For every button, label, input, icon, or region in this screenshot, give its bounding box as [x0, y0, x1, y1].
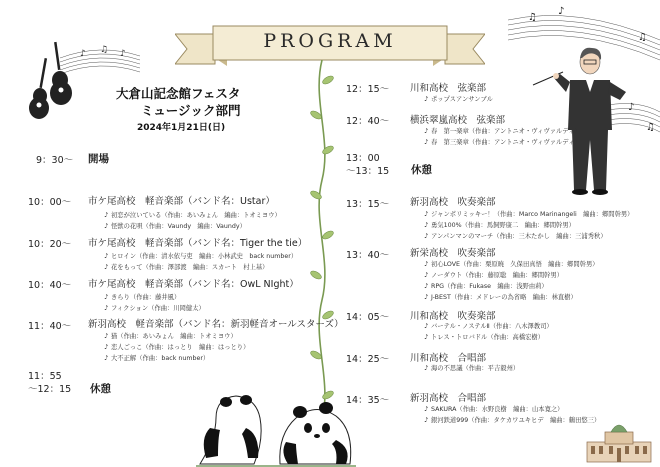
note-icon: ♪: [424, 260, 429, 268]
time-r5: 14：05～: [346, 312, 390, 323]
event-subtitle: ミュージック部門: [141, 103, 241, 118]
note-icon: ♪: [424, 127, 429, 135]
song-item: ♪ トレス・トロバドル（作曲：高橋宏樹）: [424, 333, 545, 341]
note-icon: ♪: [424, 322, 429, 330]
time-r1: 12：40～: [346, 116, 390, 127]
act-r2: 休憩: [411, 164, 432, 176]
note-icon: ♪: [424, 364, 429, 372]
song-item: ♪ 大不正解（作曲：back number）: [104, 354, 210, 362]
song-item: ♪ 銀河鉄道999（作曲：タケカワユキヒデ 編曲：鶴田悠三）: [424, 416, 601, 424]
pandas-illustration: [196, 378, 356, 467]
note-icon: ♪: [104, 252, 109, 260]
note-icon: ♪: [104, 304, 109, 312]
song-item: ♪ バーテル・ノステルⅡ（作曲：八木澤教司）: [424, 322, 553, 330]
song-item: ♪ フィクション（作曲：川岡健太）: [104, 304, 205, 312]
act-3: 市ケ尾高校 軽音楽部（バンド名：OwL NIght）: [88, 279, 299, 290]
svg-text:♫: ♫: [646, 122, 655, 133]
guitars-illustration: [20, 38, 140, 120]
time-r0: 12：15～: [346, 84, 390, 95]
song-item: ♪ ポップスアンサンブル: [424, 95, 493, 103]
time-4: 11：40～: [28, 321, 72, 332]
act-5: 休憩: [90, 383, 111, 395]
note-icon: ♪: [424, 333, 429, 341]
note-icon: ♪: [104, 332, 109, 340]
song-item: ♪ RPG（作曲：Fukase 編曲：浅野由莉）: [424, 282, 548, 290]
act-0: 開場: [88, 153, 109, 165]
song-item: ♪ 花をもって（作曲：澤部渡 編曲：スカート 村上基）: [104, 263, 269, 271]
song-item: ♪ 恋人ごっこ（作曲：はっとり 編曲：はっとり）: [104, 343, 250, 351]
time-r3: 13：15～: [346, 199, 390, 210]
svg-text:♫: ♫: [528, 12, 537, 23]
song-item: ♪ 初心LOVE（作曲：栗原暁 久保田真悟 編曲：郷間幹男）: [424, 260, 599, 268]
act-r5: 川和高校 吹奏楽部: [410, 311, 496, 322]
song-item: ♪ 初恋が泣いている（作曲：あいみょん 編曲：トオミヨウ）: [104, 211, 281, 219]
note-icon: ♪: [424, 271, 429, 279]
note-icon: ♪: [424, 210, 429, 218]
note-icon: ♪: [104, 293, 109, 301]
note-icon: ♪: [104, 343, 109, 351]
svg-text:♪: ♪: [628, 102, 635, 113]
song-item: ♪ 怪獣の花唄（作曲：Vaundy 編曲：Vaundy）: [104, 222, 246, 230]
building-illustration: [583, 418, 655, 464]
song-item: ♪ J-BEST（作曲：メドレーの為省略 編曲：林直樹）: [424, 293, 577, 301]
svg-text:♪: ♪: [120, 49, 126, 59]
time-r6: 14：25～: [346, 354, 390, 365]
event-date: 2024年1月21日(日): [137, 123, 226, 133]
note-icon: ♪: [424, 232, 429, 240]
svg-text:♫: ♫: [100, 45, 109, 55]
note-icon: ♪: [424, 282, 429, 290]
time-r2: 13：00 ～13：15: [346, 153, 390, 177]
note-icon: ♪: [424, 95, 429, 103]
note-icon: ♪: [424, 221, 429, 229]
event-name: 大倉山記念館フェスタ: [116, 86, 241, 101]
song-item: ♪ 海の不思議（作曲：平吉毅州）: [424, 364, 520, 372]
act-r6: 川和高校 合唱部: [410, 353, 487, 364]
note-icon: ♪: [424, 293, 429, 301]
song-item: ♪ きらり（作曲：藤井風）: [104, 293, 181, 301]
song-item: ♪ 猫（作曲：あいみょん 編曲：トオミヨウ）: [104, 332, 237, 340]
note-icon: ♪: [104, 263, 109, 271]
song-item: ♪ 勇気100%（作曲：馬飼野康二 編曲：郷間幹男）: [424, 221, 575, 229]
song-item: ♪ 春 第一楽章（作曲：アントニオ・ヴィヴァルディ）: [424, 127, 581, 135]
svg-text:♫: ♫: [638, 32, 647, 43]
act-2: 市ケ尾高校 軽音楽部（バンド名：Tiger the tie）: [88, 238, 308, 249]
song-item: ♪ ノーダウト（作曲：藤原聡 編曲：郷間幹男）: [424, 271, 564, 279]
note-icon: ♪: [104, 222, 109, 230]
act-r3: 新羽高校 吹奏楽部: [410, 197, 496, 208]
act-r0: 川和高校 弦楽部: [410, 83, 487, 94]
banner-title: PROGRAM: [263, 30, 397, 52]
act-r4: 新栄高校 吹奏楽部: [410, 248, 496, 259]
song-item: ♪ アンパンマンのマーチ（作曲：三木たかし 編曲：三浦秀秋）: [424, 232, 607, 240]
act-r1: 横浜翠嵐高校 弦楽部: [410, 115, 506, 126]
time-1: 10：00～: [28, 197, 72, 208]
time-2: 10：20～: [28, 239, 72, 250]
note-icon: ♪: [104, 211, 109, 219]
note-icon: ♪: [104, 354, 109, 362]
note-icon: ♪: [424, 405, 429, 413]
time-3: 10：40～: [28, 280, 72, 291]
song-item: ♪ 春 第三楽章（作曲：アントニオ・ヴィヴァルディ）: [424, 138, 581, 146]
note-icon: ♪: [424, 138, 429, 146]
act-4: 新羽高校 軽音楽部（バンド名：新羽軽音オールスターズ）: [88, 319, 344, 330]
svg-text:♪: ♪: [80, 49, 86, 59]
time-0: 9：30～: [36, 155, 74, 166]
song-item: ♪ SAKURA（作曲：水野良樹 編曲：山本寛之）: [424, 405, 564, 413]
time-r7: 14：35～: [346, 395, 390, 406]
act-r7: 新羽高校 合唱部: [410, 393, 487, 404]
act-1: 市ケ尾高校 軽音楽部（バンド名：Ustar）: [88, 196, 275, 207]
conductor-illustration: [508, 0, 660, 200]
time-5: 11：55 ～12：15: [28, 371, 72, 395]
note-icon: ♪: [424, 416, 429, 424]
time-r4: 13：40～: [346, 250, 390, 261]
song-item: ♪ ヒロイン（作曲：清水依与吏 編曲：小林武史 back number）: [104, 252, 298, 260]
song-item: ♪ ジャンボリミッキー！（作曲：Marco Marinangeli 編曲：郷間幹男）: [424, 210, 634, 218]
svg-text:♪: ♪: [558, 6, 565, 17]
